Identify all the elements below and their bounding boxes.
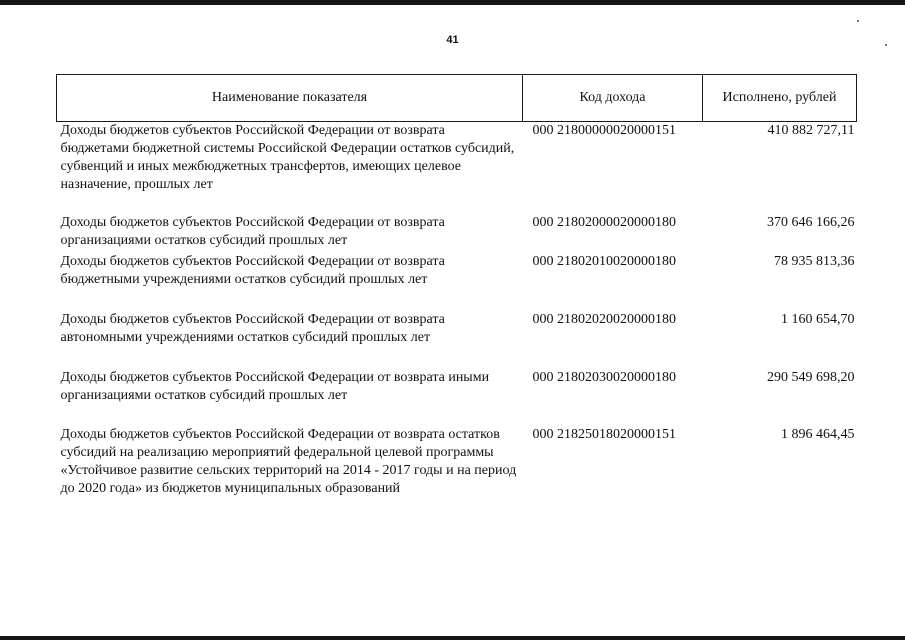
row-indicator-name: Доходы бюджетов субъектов Российской Федерации от возврата организациями остатков субсидий прошлых лет (60, 214, 445, 248)
row-revenue-code: 000 21802020020000180 (532, 311, 676, 327)
column-header-indicator: Наименование показателя (57, 75, 523, 122)
row-amount: 78 935 813,36 (774, 253, 855, 269)
row-revenue-code: 000 21800000020000151 (532, 123, 676, 138)
column-header-amount: Исполнено, рублей (703, 75, 857, 122)
table-row (57, 122, 857, 214)
scan-border-bottom (0, 636, 905, 640)
table-row (57, 369, 857, 426)
row-indicator-name: Доходы бюджетов субъектов Российской Федерации от возврата иными организациями остатков субсидий прошлых лет (60, 369, 490, 403)
row-amount: 410 882 727,11 (767, 123, 855, 138)
table-row (57, 426, 857, 518)
row-amount: 1 896 464,45 (781, 426, 855, 442)
table-row (57, 214, 857, 253)
page-number: 41 (446, 34, 459, 46)
row-indicator-name: Доходы бюджетов субъектов Российской Федерации от возврата остатков субсидий на реализацию мероприятий федеральной целевой программы «Устойчивое развитие сельских территорий на 2014 - 2017 годы и на период до 2020 года» из бюджетов муниципальных образований (60, 426, 517, 496)
row-indicator-name: Доходы бюджетов субъектов Российской Федерации от возврата бюджетными учреждениями остатков субсидий прошлых лет (60, 253, 445, 287)
row-revenue-code: 000 21802000020000180 (532, 214, 676, 230)
row-indicator-name: Доходы бюджетов субъектов Российской Федерации от возврата автономными учреждениями остатков субсидий прошлых лет (60, 311, 445, 345)
row-revenue-code: 000 21802030020000180 (532, 369, 676, 385)
revenue-table (56, 74, 857, 518)
row-amount: 370 646 166,26 (767, 214, 855, 230)
column-header-code: Код дохода (523, 75, 703, 122)
table-row (57, 311, 857, 369)
row-amount: 1 160 654,70 (781, 311, 855, 327)
row-amount: 290 549 698,20 (767, 369, 855, 385)
table-header-row (57, 75, 857, 122)
scan-speck (857, 20, 859, 22)
row-revenue-code: 000 21825018020000151 (532, 426, 676, 442)
scan-border-top (0, 0, 905, 5)
table-row (57, 253, 857, 311)
row-revenue-code: 000 21802010020000180 (532, 253, 676, 269)
row-indicator-name: Доходы бюджетов субъектов Российской Федерации от возврата бюджетами бюджетной системы Российской Федерации остатков субсидий, субвенций и иных межбюджетных трансфертов, имеющих целевое назначение, прошлых лет (60, 123, 515, 192)
